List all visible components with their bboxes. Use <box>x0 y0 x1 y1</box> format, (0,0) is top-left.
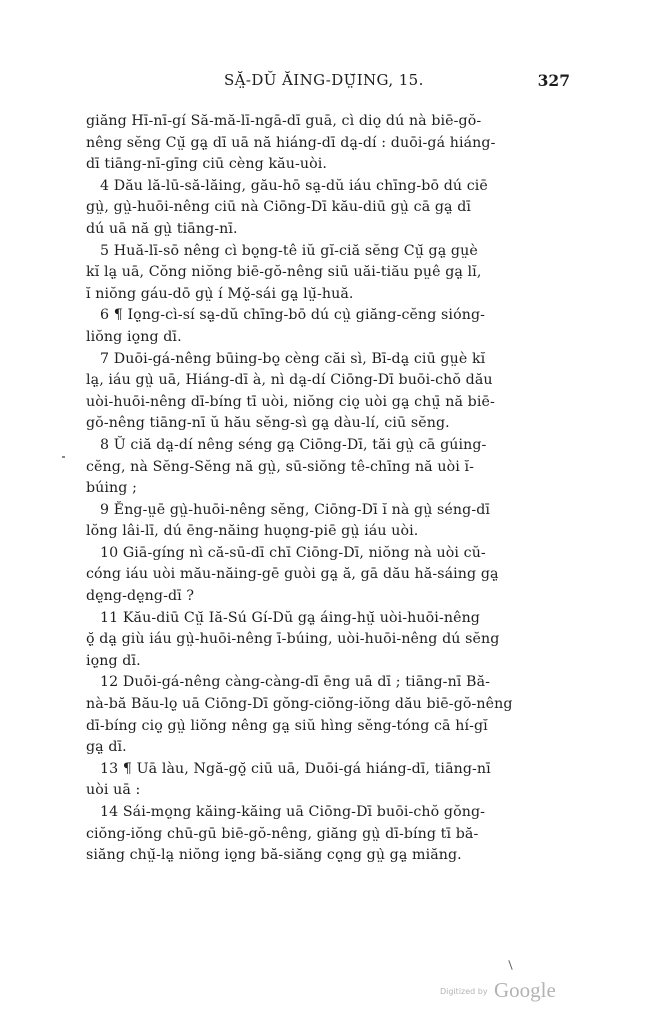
verse-start-line: 11 Kău-diū Cṳ̆ Iă-Sú Gí-Dŭ gạ̤ áing-hṳ̆ uòi-huōi-nêng <box>100 609 480 626</box>
google-watermark <box>436 978 576 1004</box>
text-line: gạ̤ dī. <box>86 739 127 756</box>
text-line: dī tiāng-nī-gīng ciū cèng kău-uòi. <box>86 156 327 173</box>
text-line: dẹ̤ng-dẹ̤ng-dī ? <box>86 588 195 605</box>
text-line: ọ̤̆ dạ̤ giù iáu gṳ̀-huōi-nêng ī-búing, uòi-huōi-nêng dú sĕng <box>86 631 500 648</box>
text-line: nà-bă Bău-lọ̤ uā Ciōng-Dī gŏng-ciŏng-iŏng dău biē-gŏ-nêng <box>86 696 513 713</box>
text-line: lạ̤, iáu gṳ̀ uā, Hiáng-dī à, nì dạ̤-dí Ciōng-Dī buōi-chŏ dău <box>86 372 493 389</box>
text-line: gṳ̀, gṳ̀-huōi-nêng ciū nà Ciōng-Dī kău-diū gṳ̀ cā gạ̤ dī <box>86 199 472 216</box>
body-text <box>86 111 574 867</box>
verse-start-line: 12 Duōi-gá-nêng càng-càng-dī ēng uā dī ; tiāng-nī Bă- <box>100 674 491 691</box>
running-header <box>86 71 570 95</box>
text-line: cóng iáu uòi mău-năing-gē guòi gạ̤ ă, gā dău hă-sáing gạ̤ <box>86 566 499 583</box>
running-title: SĂ̤-DŬ ĂING-DṲ̆ING, 15. <box>224 71 424 89</box>
verse-start-line: 9 Ĕng-ṳē gṳ̀-huōi-nêng sĕng, Ciōng-Dī ĭ nà gṳ̀ séng-dī <box>100 501 491 518</box>
print-speck <box>62 456 65 458</box>
text-line: uòi uā : <box>86 782 141 799</box>
digitized-by-label: Digitized by <box>440 987 488 996</box>
text-line: dú uā nă gṳ̀ tiāng-nī. <box>86 220 238 237</box>
verse-start-line: 6 ¶ Iọ̤ng-cì-sí sạ̤-dŭ chīng-bō dú cṳ̀ giăng-cĕng sióng- <box>100 307 486 324</box>
text-line: nêng sĕng Cṳ̆ gạ̤ dī uā nă hiáng-dī dạ̤-dí : duōi-gá hiáng- <box>86 134 496 151</box>
text-line: kĭ lạ̤ uā, Cŏng niŏng biē-gŏ-nêng siū uăi-tiău pṳê gạ̤ lĭ, <box>86 264 482 281</box>
text-line: siăng chṳ̆-lạ̤ niŏng iọ̤ng bă-siăng cọ̤ng gṳ̀ gạ̤ miăng. <box>86 847 462 864</box>
text-line: búing ; <box>86 480 137 497</box>
verse-start-line: 10 Giā-gíng nì că-sū-dī chī Ciōng-Dī, niŏng nà uòi cŭ- <box>100 544 486 561</box>
verse-start-line: 8 Ŭ ciă dạ̤-dí nêng séng gạ̤ Ciōng-Dī, tăi gṳ̀ cā gúing- <box>100 436 487 453</box>
text-line: lŏng lâi-lī, dú ēng-năing huọ̤ng-piē gṳ̀ iáu uòi. <box>86 523 419 540</box>
verse-start-line: 14 Sái-mọ̤ng kăing-kăing uā Ciōng-Dī buōi-chŏ gŏng- <box>100 804 486 820</box>
text-line: dī-bíng ciọ̤ gṳ̀ liŏng nêng gạ̤ siŭ hìng sĕng-tóng cā hí-gĭ <box>86 717 488 734</box>
verse-start-line: 5 Huă-lī-sō nêng cì bọ̤ng-tê iŭ gĭ-ciă sĕng Cṳ̆ gạ̤ gṳè <box>100 242 478 259</box>
text-line: liŏng iọ̤ng dī. <box>86 328 182 345</box>
text-line: iọ̤ng dī. <box>86 652 141 669</box>
print-mark <box>508 960 512 970</box>
text-line: ĭ niŏng gáu-dō gṳ̀ í Mọ̤̆-sái gạ̤ lṳ̆-huă. <box>86 285 354 302</box>
text-line: ciŏng-iŏng chū-gū biē-gŏ-nêng, giăng gṳ̀ dī-bíng tī bă- <box>86 825 479 842</box>
verse-start-line: 4 Dău lă-lū-să-lăing, gău-hō sạ̤-dŭ iáu chīng-bō dú ciē <box>100 177 488 194</box>
google-logo: Google <box>494 978 556 1002</box>
verse-start-line: 7 Duōi-gá-nêng būing-bọ̤ cèng căi sì, Bī-dạ̤ ciū gṳè kĭ <box>100 350 486 367</box>
text-line: uòi-huōi-nêng dī-bíng tī uòi, niŏng ciọ̤ uòi gạ̤ chṳ̄ nă biē- <box>86 393 495 410</box>
text-line: cĕng, nà Sĕng-Sĕng nă gṳ̀, sū-siŏng tê-chīng nă uòi ĭ- <box>86 458 475 475</box>
verse-start-line: 13 ¶ Uā làu, Ngă-gọ̤̆ ciū uā, Duōi-gá hiáng-dī, tiāng-nī <box>100 760 491 777</box>
text-line: giăng Hī-nī-gí Să-mă-lī-ngā-dī guā, cì diọ̤ dú nà biē-gŏ- <box>86 113 482 129</box>
page-number: 327 <box>537 71 570 90</box>
text-line: gŏ-nêng tiāng-nī ŭ hău sĕng-sì gạ̤ dàu-lí, ciū sĕng. <box>86 415 450 432</box>
